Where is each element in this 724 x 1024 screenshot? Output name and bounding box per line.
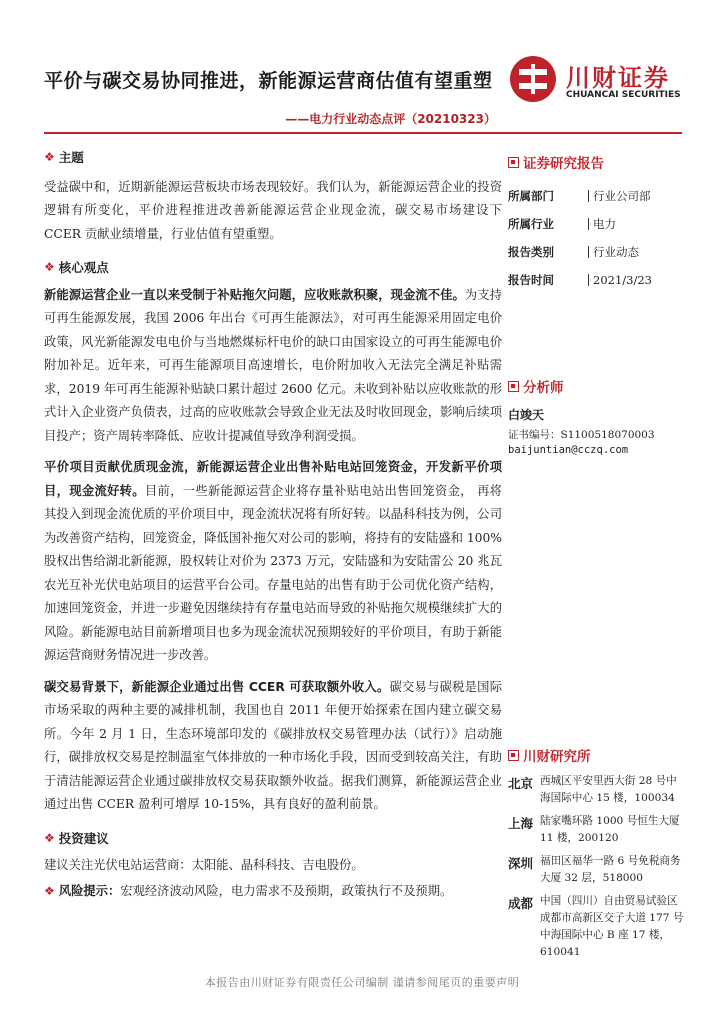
report-title: 平价与碳交易协同推进，新能源运营商估值有望重塑 — [44, 70, 493, 92]
report-subtitle: ——电力行业动态点评（20210323） — [285, 112, 496, 126]
invest-paragraph: 建议关注光伏电站运营商：太阳能、晶科科技、吉电股份。 — [44, 858, 364, 872]
office-shenzhen: 深圳 福田区福华一路 6 号免税商务大厦 32 层，518000 — [508, 855, 681, 884]
diamond-bullet-icon: ❖ — [44, 150, 53, 164]
section-summary-heading: ❖ 主题 — [44, 146, 502, 170]
core-paragraph-2: 平价项目贡献优质现金流，新能源运营企业出售补贴电站回笼资金，开发新平价项目，现金流好转。目前，一些新能源运营企业将存量补贴电站出售回笼资金， 再将其投入到现金流优质的平价项目中，现金流状况将有所好转。以晶科科技为例，公司为改善资产结构，回笼资金，降低国补拖欠对公司的影响，将持有的安陆盛和 100%股权出售给湖北新能源，股权转让对价为 2373 万元，安陆盛和为安陆雷公 20 兆瓦农光互补光伏电站项目的运营平台公司。存量电站的出售有助于公司优化资产结构，加速回笼资金，并进一步避免因继续持有存量电站而导致的补贴拖欠规模继续扩大的风险。新能源电站目前新增项目也多为现金流状况预期较好的平价项目，有助于新能源运营商财务情况进一步改善。 — [44, 460, 502, 662]
report-info-table — [508, 182, 684, 294]
header-divider — [44, 132, 502, 134]
institute-box-icon — [508, 750, 519, 761]
main-content — [44, 146, 502, 903]
diamond-bullet-icon: ❖ — [44, 830, 53, 845]
core-paragraph-3: 碳交易背景下，新能源企业通过出售 CCER 可获取额外收入。碳交易与碳税是国际市场采取的两种主要的减排机制，我国也自 2011 年便开始探索在国内建立碳交易所。今年 2 月 1 日，生态环境部印发的《碳排放权交易管理办法（试行）》启动施行，碳排放权交易是控制温室气体排放的一种市场化手段，因而受到较高关注，有助于清洁能源运营企业通过碳排放权交易获取额外收益。据我们测算，新能源运营企业通过出售 CCER 盈利可增厚 10-15%，具有良好的盈利前景。 — [44, 679, 502, 811]
info-row-date: 报告时间 2021/3/23 — [508, 273, 652, 287]
info-row-industry: 所属行业 电力 — [508, 217, 616, 231]
diamond-bullet-icon: ❖ — [44, 883, 53, 898]
institute-block — [508, 745, 684, 967]
analyst-heading: 分析师 — [508, 376, 684, 396]
risk-warning: ❖ 风险提示：宏观经济波动风险，电力需求不及预期，政策执行不及预期。 — [44, 880, 502, 904]
sidebar-divider — [502, 132, 682, 134]
section-core-heading: ❖ 核心观点 — [44, 256, 502, 280]
report-type-heading: 证券研究报告 — [508, 152, 684, 172]
chuancai-logo-icon — [510, 56, 556, 102]
analyst-box-icon — [508, 381, 519, 392]
core-paragraph-1: 新能源运营企业一直以来受制于补贴拖欠问题，应收账款积聚，现金流不佳。为支持可再生能源发展，我国 2006 年出台《可再生能源法》，对可再生能源采用固定电价政策，风光新能源发电电价与当地燃煤标杆电价的缺口由国家设立的可再生能源电价附加补足。近年来，可再生能源项目高速增长，电价附加收入无法完全满足补贴需求，2019 年可再生能源补贴缺口累计超过 2600 亿元。未收到补贴以应收账款的形式计入企业资产负债表，过高的应收账款会导致企业无法及时收回现金，影响后续项目投产；资产周转率降低、应收计提减值导致净利润受损。 — [44, 287, 502, 443]
institute-heading: 川财研究所 — [508, 745, 684, 765]
info-row-department: 所属部门 行业公司部 — [508, 189, 651, 203]
office-beijing: 北京 西城区平安里西大街 28 号中海国际中心 15 楼，100034 — [508, 775, 677, 804]
logo-name: 川财证券 — [566, 64, 670, 92]
report-box-icon — [508, 157, 519, 168]
analyst-name: 白竣天 — [508, 408, 545, 422]
analyst-email[interactable]: baijuntian@cczq.com — [508, 444, 629, 456]
office-list — [508, 773, 684, 961]
office-chengdu: 成都 中国（四川）自由贸易试验区成都市高新区交子大道 177 号中海国际中心 B 座 17 楼，610041 — [508, 895, 684, 958]
sidebar — [508, 152, 684, 294]
analyst-block — [508, 376, 684, 456]
diamond-bullet-icon: ❖ — [44, 260, 53, 274]
section-invest-heading: ❖ 投资建议 — [44, 827, 502, 851]
info-row-category: 报告类别 行业动态 — [508, 245, 639, 259]
analyst-certificate: 证书编号：S1100518070003 — [508, 429, 655, 441]
summary-paragraph: 受益碳中和，近期新能源运营板块市场表现较好。我们认为，新能源运营企业的投资逻辑有所变化，平价进程推进改善新能源运营企业现金流，碳交易市场建设下 CCER 贡献业绩增量，行业估值有望重塑。 — [44, 179, 502, 241]
logo-english: CHUANCAI SECURITIES — [566, 90, 681, 100]
page-footer: 本报告由川财证券有限责任公司编制 谨请参阅尾页的重要声明 — [204, 976, 520, 989]
office-shanghai: 上海 陆家嘴环路 1000 号恒生大厦 11 楼，200120 — [508, 815, 680, 844]
